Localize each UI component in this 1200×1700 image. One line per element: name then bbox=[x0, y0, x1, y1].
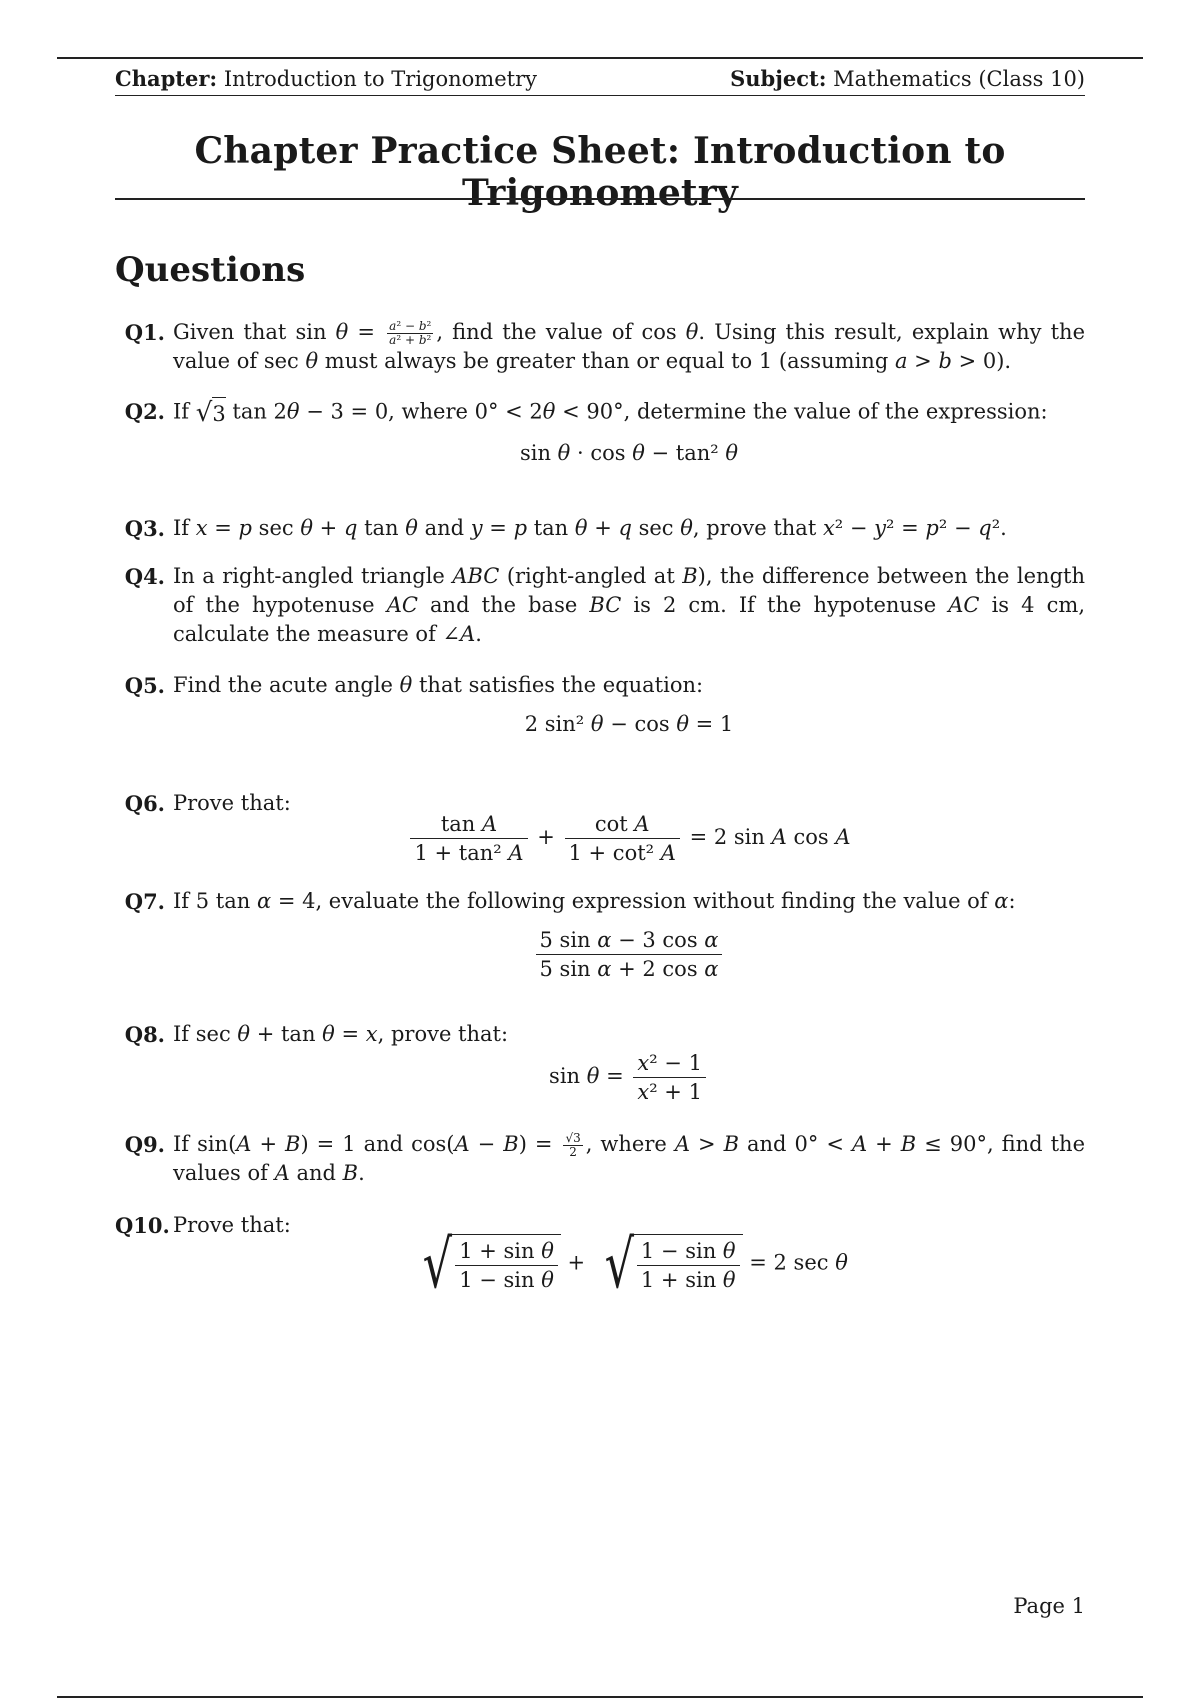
question-4 bbox=[115, 562, 1085, 649]
question-text: In a right-angled triangle ABC (right-angled at B), the difference between the length of the hypotenuse AC and the base BC is 2 cm. If the hypotenuse AC is 4 cm, calculate the measure of ∠A. bbox=[173, 564, 1085, 646]
question-label: Q8. bbox=[124, 1022, 165, 1047]
top-rule bbox=[57, 57, 1143, 59]
display-equation: $\frac{\text{tan A}}{\text{1 + tan² A}}$ + $\frac{\text{cot A}}{\text{1 + cot² A}}$ = 2 sin A cos A bbox=[173, 810, 1085, 867]
question-3 bbox=[115, 514, 1085, 543]
question-1 bbox=[115, 318, 1085, 376]
display-equation: 2 sin² θ − cos θ = 1 bbox=[524, 712, 734, 736]
running-header bbox=[115, 66, 1085, 96]
display-equation: √ $\frac{\text{1 + sin θ}}{\text{1 − sin θ}}$ + √ $\frac{\text{1 − sin θ}}{\text{1 + sin θ}}$ = 2 sec θ bbox=[422, 1225, 848, 1303]
question-text: Find the acute angle θ that satisfies the equation: bbox=[173, 673, 704, 697]
question-9 bbox=[115, 1130, 1085, 1188]
question-label: Q9. bbox=[124, 1132, 165, 1157]
question-5 bbox=[115, 671, 1085, 739]
question-text: If 5 tan α = 4, evaluate the following expression without finding the value of α: bbox=[173, 889, 1016, 913]
question-label: Q1. bbox=[124, 320, 165, 345]
question-label: Q10. bbox=[115, 1213, 170, 1238]
question-label: Q6. bbox=[124, 791, 165, 816]
question-6 bbox=[115, 789, 1085, 867]
page-number: Page 1 bbox=[1013, 1594, 1085, 1618]
question-text: Prove that: bbox=[173, 1213, 291, 1237]
question-2 bbox=[115, 397, 1085, 468]
question-text: Prove that: bbox=[173, 791, 291, 815]
question-text: If sin(A + B) = 1 and cos(A − B) = $\frac{√3}{2}$ , where A > B and 0° < A + B ≤ 90°, find the values of A and B. bbox=[173, 1131, 1085, 1185]
question-10 bbox=[115, 1211, 1085, 1303]
question-label: Q2. bbox=[124, 399, 165, 424]
display-equation: sin θ = $\frac{\text{x² − 1}}{\text{x² + 1}}$ bbox=[173, 1049, 1085, 1106]
chapter-info: Chapter: Introduction to Trigonometry bbox=[115, 66, 537, 91]
question-7 bbox=[115, 887, 1085, 983]
question-label: Q5. bbox=[124, 673, 165, 698]
question-label: Q3. bbox=[124, 516, 165, 541]
subject-info: Subject: Mathematics (Class 10) bbox=[730, 66, 1085, 91]
title-rule bbox=[115, 198, 1085, 200]
question-text: Given that sin θ = $\frac{\text{a² − b²}}{\text{a² + b²}}$ , find the value of cos θ. Using this result, explain why the value of sec θ must always be greater than or equal to 1 (assuming a > b > 0). bbox=[173, 319, 1086, 373]
question-text: If √3 tan 2θ − 3 = 0, where 0° < 2θ < 90°, determine the value of the expression: bbox=[173, 397, 1048, 428]
page-title: Chapter Practice Sheet: Introduction to Trigonometry bbox=[194, 130, 1006, 214]
question-label: Q4. bbox=[124, 564, 165, 589]
question-text: If sec θ + tan θ = x, prove that: bbox=[173, 1022, 509, 1046]
question-text: If x = p sec θ + q tan θ and y = p tan θ + q sec θ, prove that x² − y² = p² − q². bbox=[173, 516, 1007, 540]
display-equation: sin θ · cos θ − tan² θ bbox=[519, 441, 739, 465]
bottom-rule bbox=[57, 1696, 1143, 1698]
section-heading: Questions bbox=[115, 250, 306, 290]
question-label: Q7. bbox=[124, 889, 165, 914]
question-8 bbox=[115, 1020, 1085, 1106]
display-equation: $\frac{\text{5 sin α − 3 cos α}}{\text{5 sin α + 2 cos α}}$ bbox=[173, 926, 1085, 983]
